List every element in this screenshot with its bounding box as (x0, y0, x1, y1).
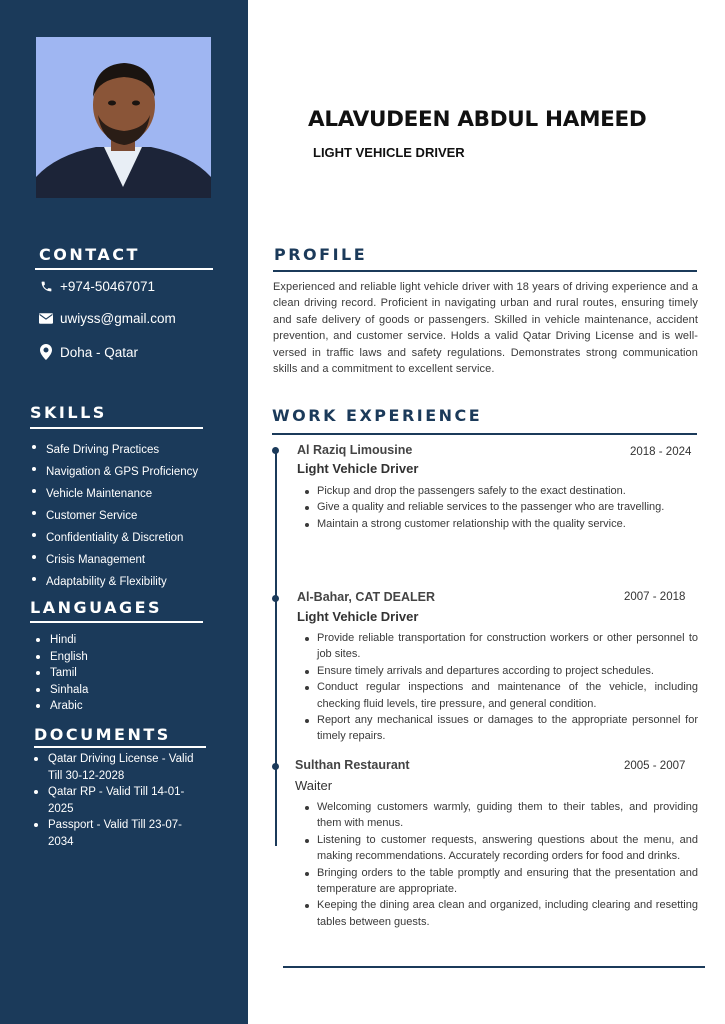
job-company: Sulthan Restaurant (295, 758, 410, 772)
list-item: English (34, 649, 88, 666)
contact-location (38, 344, 138, 360)
list-item: Report any mechanical issues or damages to the appropriate personnel for timely repairs. (303, 712, 698, 745)
list-item: Customer Service (30, 505, 198, 527)
candidate-name: ALAVUDEEN ABDUL HAMEED (308, 107, 647, 132)
list-item: Qatar RP - Valid Till 14-01-2025 (32, 784, 207, 817)
list-item: Keeping the dining area clean and organized, including clearing and resetting tables between guests. (303, 897, 698, 930)
location-pin-icon (38, 344, 54, 360)
documents-divider (34, 746, 206, 748)
footer-divider (283, 966, 705, 968)
job-company: Al Raziq Limousine (297, 443, 413, 457)
profile-photo (36, 37, 211, 198)
list-item: Adaptability & Flexibility (30, 571, 198, 593)
job-dates: 2018 - 2024 (630, 446, 692, 458)
languages-divider (30, 621, 203, 623)
list-item: Ensure timely arrivals and departures according to project schedules. (303, 663, 698, 679)
profile-summary: Experienced and reliable light vehicle driver with 18 years of driving experience and a clean driving record. Proficient in navigating urban and rural routes, ensuring timely and safe delivery of goods or passengers. Skilled in vehicle maintenance, accident prevention, and customer service. Holds a valid Qatar Driving License and is well-versed in traffic laws and safety regulations. Demonstrates strong communication skills and a commitment to excellent service. (273, 281, 698, 376)
list-item: Crisis Management (30, 549, 198, 571)
job-duties (303, 630, 698, 745)
envelope-icon (38, 310, 54, 326)
list-item: Vehicle Maintenance (30, 483, 198, 505)
timeline-dot (272, 763, 279, 770)
documents-list (32, 751, 207, 850)
profile-divider (273, 270, 697, 272)
list-item: Arabic (34, 698, 88, 715)
work-experience-heading: WORK EXPERIENCE (272, 406, 483, 425)
list-item: Tamil (34, 665, 88, 682)
candidate-role: LIGHT VEHICLE DRIVER (313, 145, 465, 160)
list-item: Navigation & GPS Proficiency (30, 461, 198, 483)
list-item: Give a quality and reliable services to the passenger who are travelling. (303, 499, 698, 515)
phone-number: +974-50467071 (60, 278, 155, 294)
contact-phone[interactable] (38, 278, 155, 294)
skills-list (30, 439, 198, 593)
job-duties (303, 799, 698, 930)
list-item: Conduct regular inspections and maintenance of the vehicle, including checking fluid levels, tire pressure, and general condition. (303, 679, 698, 712)
list-item: Welcoming customers warmly, guiding them to their tables, and providing them with menus. (303, 799, 698, 832)
email-address: uwiyss@gmail.com (60, 310, 176, 326)
documents-heading: DOCUMENTS (34, 725, 171, 744)
list-item: Confidentiality & Discretion (30, 527, 198, 549)
job-dates: 2005 - 2007 (624, 760, 686, 772)
job-dates: 2007 - 2018 (624, 591, 686, 603)
work-experience-divider (272, 433, 697, 435)
phone-icon (38, 278, 54, 294)
languages-heading: LANGUAGES (30, 598, 163, 617)
job-title: Light Vehicle Driver (297, 609, 419, 624)
list-item: Sinhala (34, 682, 88, 699)
list-item: Provide reliable transportation for construction workers or other personnel to job sites. (303, 630, 698, 663)
list-item: Passport - Valid Till 23-07-2034 (32, 817, 207, 850)
job-title: Light Vehicle Driver (297, 461, 419, 476)
contact-heading: CONTACT (39, 245, 140, 264)
list-item: Pickup and drop the passengers safely to the exact destination. (303, 483, 698, 499)
skills-divider (30, 427, 203, 429)
timeline-line (275, 448, 277, 846)
contact-divider (35, 268, 213, 270)
job-duties (303, 483, 698, 532)
list-item: Safe Driving Practices (30, 439, 198, 461)
timeline-dot (272, 447, 279, 454)
contact-email[interactable] (38, 310, 176, 326)
sidebar (0, 0, 248, 1024)
job-company: Al-Bahar, CAT DEALER (297, 590, 435, 604)
list-item: Listening to customer requests, answering questions about the menu, and making recommendations. Accurately recording orders for food and drinks. (303, 832, 698, 865)
location-text: Doha - Qatar (60, 344, 139, 360)
timeline-dot (272, 595, 279, 602)
job-title: Waiter (295, 778, 333, 793)
list-item: Qatar Driving License - Valid Till 30-12-2028 (32, 751, 207, 784)
list-item: Maintain a strong customer relationship with the quality service. (303, 516, 698, 532)
profile-heading: PROFILE (274, 245, 368, 264)
languages-list (34, 632, 88, 715)
list-item: Bringing orders to the table promptly and ensuring that the presentation and temperature are appropriate. (303, 865, 698, 898)
skills-heading: SKILLS (30, 403, 107, 422)
list-item: Hindi (34, 632, 88, 649)
